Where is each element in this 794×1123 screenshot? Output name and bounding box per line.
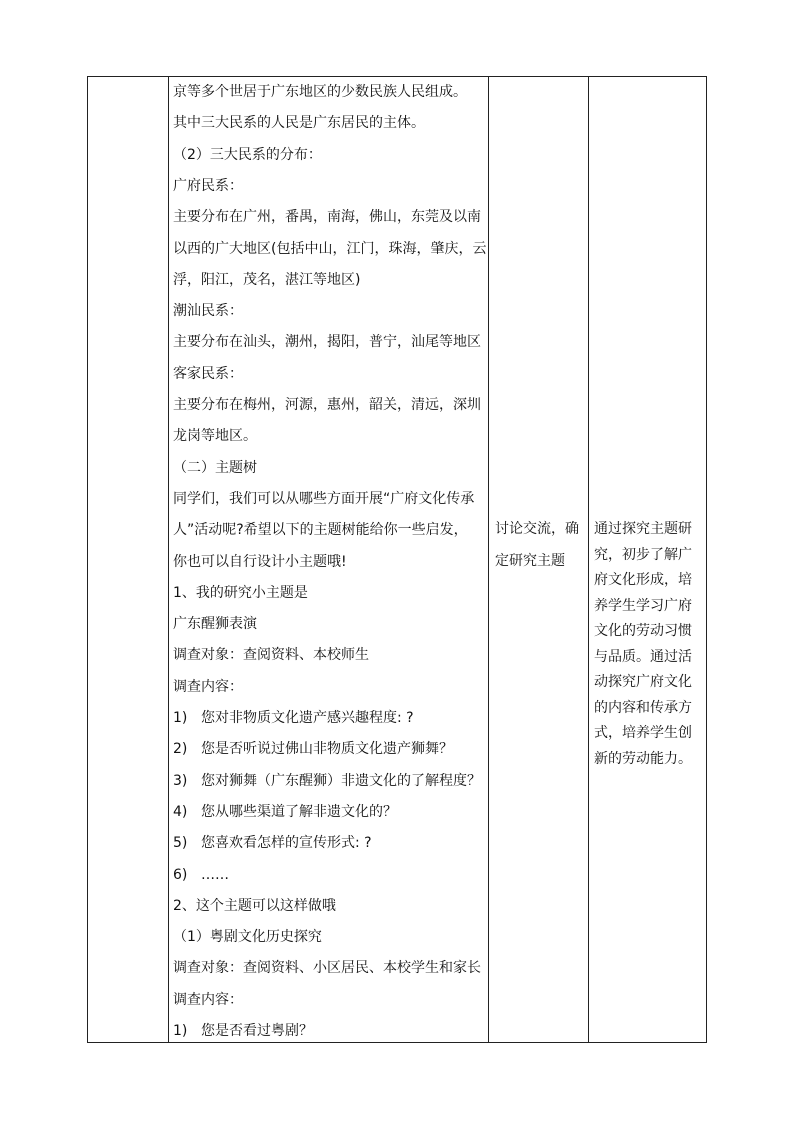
content-line (173, 867, 229, 883)
content-line: 同学们，我们可以从哪些方面开展“广府文化传承 (173, 490, 475, 507)
content-line: （2）三大民系的分布： (173, 146, 322, 163)
item-number: 6) (173, 866, 188, 883)
content-line: 调查对象：查阅资料、本校师生 (173, 647, 369, 664)
content-line: 主要分布在广州，番禺，南海，佛山，东莞及以南 (173, 209, 481, 226)
content-line (173, 741, 453, 757)
content-line: 主要分布在梅州，河源，惠州，韶关，清远，深圳 (173, 397, 481, 413)
intent-line: 府文化形成，培 (594, 572, 692, 588)
activity-line: 讨论交流，确 (495, 521, 579, 537)
item-text: …… (201, 866, 229, 883)
content-line: 调查对象：查阅资料、小区居民、本校学生和家长 (173, 960, 481, 977)
content-line: 浮，阳江，茂名，湛江等地区) (173, 271, 361, 288)
activity-line: 定研究主题 (495, 553, 565, 569)
content-line: （1）粤剧文化历史探究 (173, 929, 322, 946)
intent-line: 通过探究主题研 (594, 521, 692, 537)
lesson-table (87, 76, 707, 1043)
content-line: 主要分布在汕头，潮州，揭阳，普宁，汕尾等地区 (173, 334, 481, 351)
item-number: 1) (173, 710, 188, 726)
item-text: 您喜欢看怎样的宣传形式: ? (201, 835, 372, 852)
content-line (173, 835, 372, 851)
item-number: 2) (173, 741, 188, 758)
item-number: 5) (173, 835, 188, 852)
item-number: 4) (173, 803, 188, 820)
intent-line: 新的劳动能力。 (594, 750, 692, 767)
item-text: 您对狮舞（广东醒狮）非遗文化的了解程度？ (201, 772, 481, 789)
item-text: 您是否看过粤剧？ (201, 1023, 313, 1039)
intent-line: 究，初步了解广 (594, 546, 692, 563)
content-line: 你也可以自行设计小主题哦! (173, 553, 347, 570)
content-line: 调查内容： (173, 991, 243, 1008)
content-line (173, 710, 414, 726)
intent-line: 养学生学习广府 (594, 597, 692, 614)
content-line: （二）主题树 (173, 459, 257, 476)
content-line: 调查内容： (173, 678, 243, 695)
column-divider (168, 77, 169, 1042)
item-number: 1) (173, 1023, 188, 1039)
content-line: 其中三大民系的人民是广东居民的主体。 (173, 115, 425, 132)
content-line: 2、这个主题可以这样做哦 (173, 897, 336, 914)
item-text: 您从哪些渠道了解非遗文化的？ (201, 803, 397, 820)
intent-line: 式，培养学生创 (594, 725, 692, 741)
item-number: 3) (173, 772, 188, 789)
content-line: 京等多个世居于广东地区的少数民族人民组成。 (173, 84, 467, 100)
intent-line: 的内容和传承方 (594, 699, 692, 716)
content-line: 1、我的研究小主题是 (173, 584, 308, 601)
content-line (173, 804, 397, 820)
content-line: 客家民系： (173, 365, 243, 382)
column-divider (488, 77, 489, 1042)
content-line: 龙岗等地区。 (173, 428, 257, 445)
content-line: 以西的广大地区(包括中山，江门，珠海，肇庆，云 (173, 240, 487, 257)
column-divider (588, 77, 589, 1042)
content-line: 广东醒狮表演 (173, 616, 257, 633)
content-line: 人”活动呢?希望以下的主题树能给你一些启发， (173, 522, 468, 539)
content-line (173, 1023, 313, 1039)
intent-line: 动探究广府文化 (594, 674, 692, 690)
item-text: 您是否听说过佛山非物质文化遗产狮舞？ (201, 741, 453, 758)
item-text: 您对非物质文化遗产感兴趣程度: ? (201, 710, 414, 726)
intent-line: 与品质。通过活 (594, 648, 692, 665)
content-line: 潮汕民系： (173, 303, 243, 320)
content-line: 广府民系： (173, 177, 243, 194)
content-line (173, 773, 481, 789)
intent-line: 文化的劳动习惯 (594, 623, 692, 639)
